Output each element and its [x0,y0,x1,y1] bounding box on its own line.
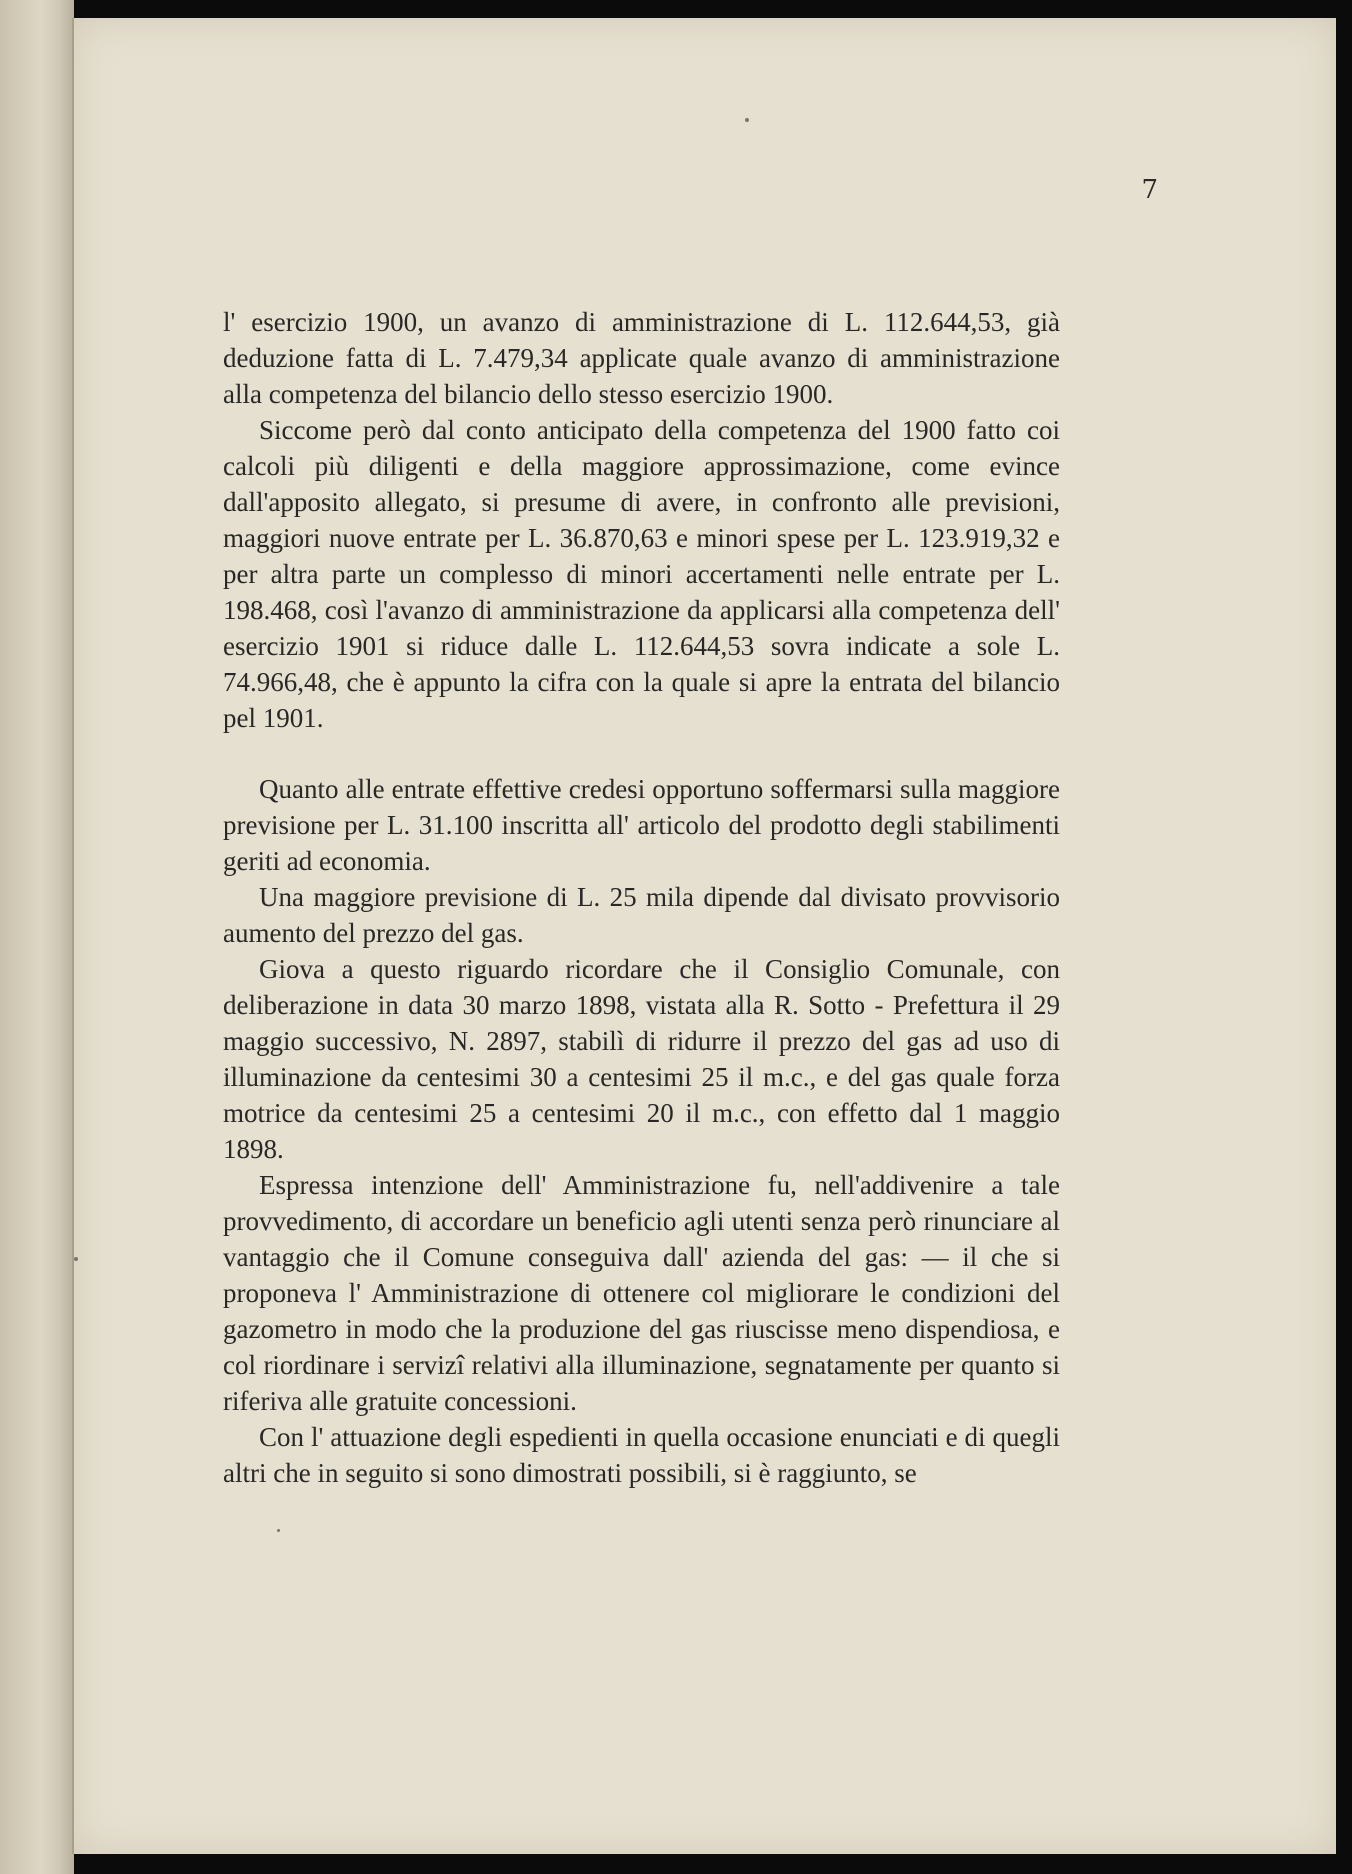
paper-speck [277,1529,280,1532]
paragraph: Giova a questo riguardo ricordare che il Consiglio Comunale, con deliberazione in data 30 marzo 1898, vistata alla R. Sotto - Prefettura il 29 maggio successivo, N. 2897, stabilì di ridurre il prezzo del gas ad uso di illuminazione da centesimi 30 a centesimi 25 il m.c., e del gas quale forza motrice da centesimi 25 a centesimi 20 il m.c., con effetto dal 1 maggio 1898. [223,954,1060,1164]
text-section-2 [223,771,1060,1491]
paper-speck [745,118,749,122]
paragraph: Quanto alle entrate effettive credesi opportuno soffermarsi sulla maggiore previsione per L. 31.100 inscritta all' articolo del prodotto degli stabilimenti geriti ad economia. [223,774,1060,876]
previous-page-edge [0,0,74,1874]
paragraph: Siccome però dal conto anticipato della competenza del 1900 fatto coi calcoli più diligenti e della maggiore approssimazione, come evince dall'apposito allegato, si presume di avere, in confronto alle previsioni, maggiori nuove entrate per L. 36.870,63 e minori spese per L. 123.919,32 e per altra parte un complesso di minori accertamenti nelle entrate per L. 198.468, così l'avanzo di amministrazione da applicarsi alla competenza dell' esercizio 1901 si riduce dalle L. 112.644,53 sovra indicate a sole L. 74.966,48, che è appunto la cifra con la quale si apre la entrata del bilancio pel 1901. [223,415,1060,733]
paragraph: Con l' attuazione degli espedienti in quella occasione enunciati e di quegli altri che in seguito si sono dimostrati possibili, si è raggiunto, se [223,1422,1060,1488]
text-section-1 [223,304,1060,736]
paper-speck [74,1257,78,1261]
page-number: 7 [1141,175,1158,205]
paragraph: Espressa intenzione dell' Amministrazione fu, nell'addivenire a tale provvedimento, di accordare un beneficio agli utenti senza però rinunciare al vantaggio che il Comune conseguiva dall' azienda del gas: — il che si proponeva l' Amministrazione di ottenere col migliorare le condizioni del gazometro in modo che la produzione del gas riuscisse meno dispendiosa, e col riordinare i servizî relativi alla illuminazione, segnatamente per quanto si riferiva alle gratuite concessioni. [223,1170,1060,1416]
paragraph: l' esercizio 1900, un avanzo di amministrazione di L. 112.644,53, già deduzione fatta di L. 7.479,34 applicate quale avanzo di amministrazione alla competenza del bilancio dello stesso esercizio 1900. [223,307,1060,409]
paragraph: Una maggiore previsione di L. 25 mila dipende dal divisato provvisorio aumento del prezzo del gas. [223,882,1060,948]
